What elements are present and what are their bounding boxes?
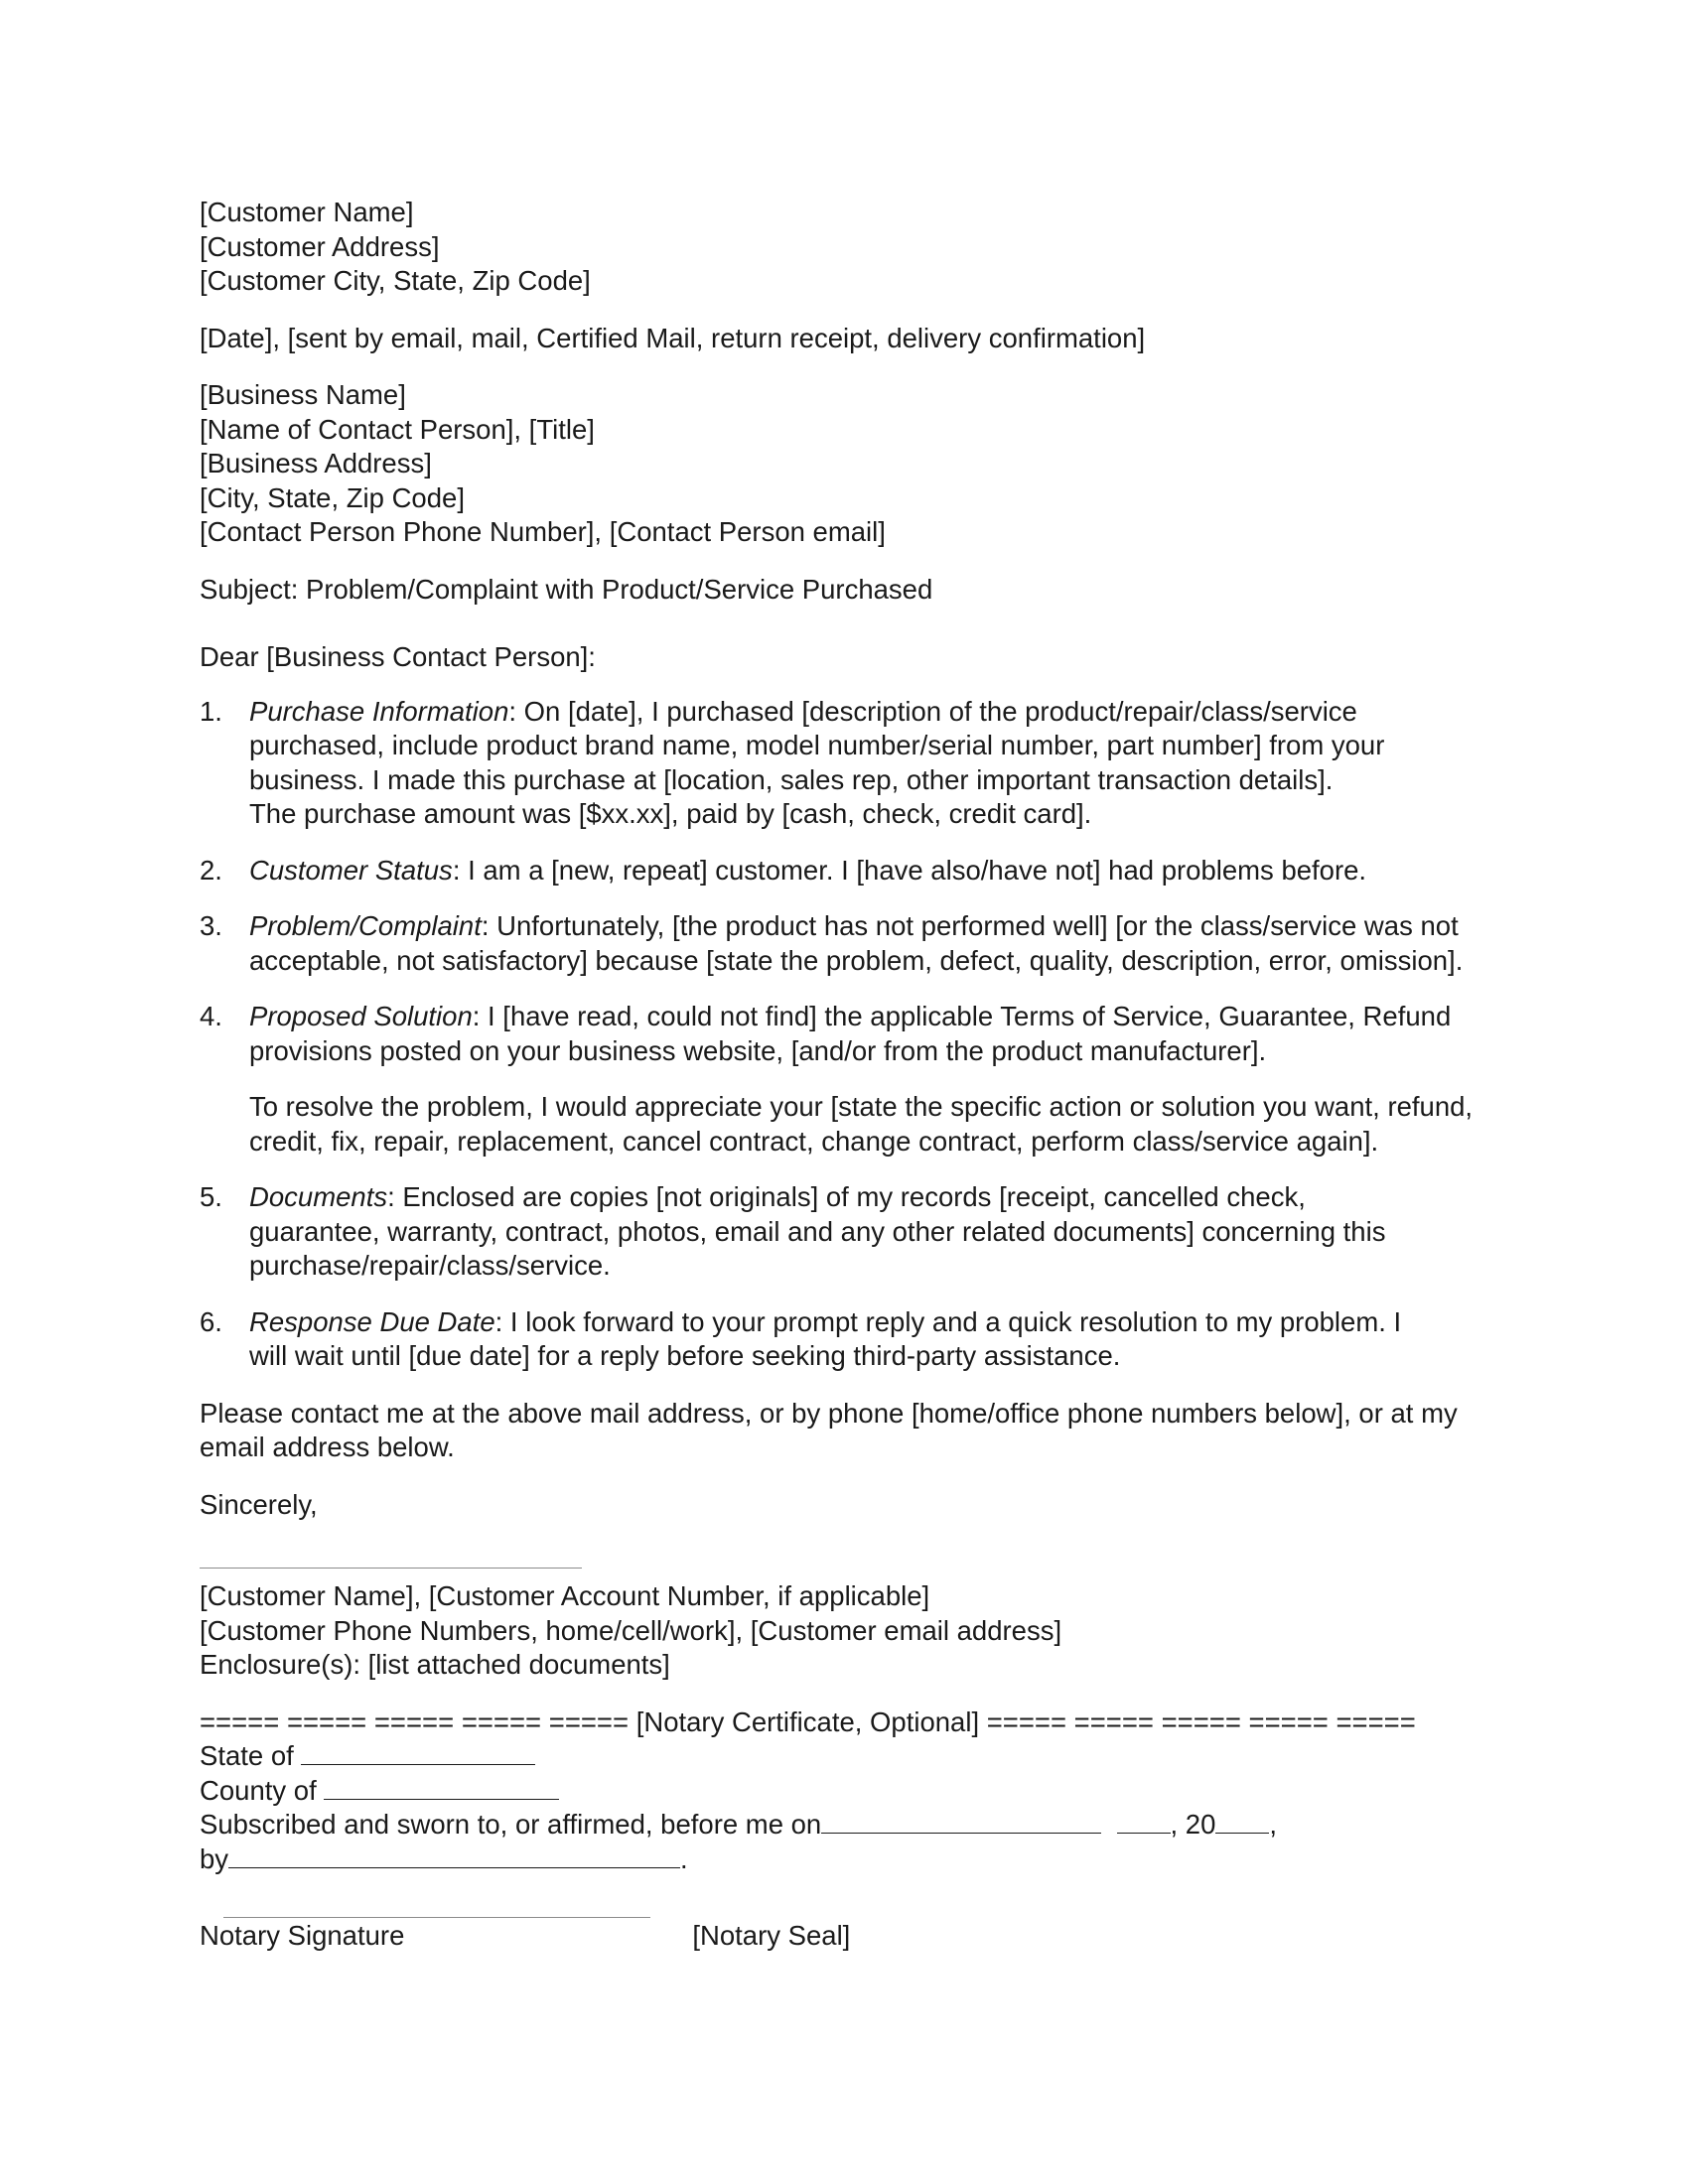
date-blank-field	[821, 1809, 1101, 1834]
by-blank-field	[228, 1843, 680, 1868]
item-text: will wait until [due date] for a reply before seeking third-party assistance.	[249, 1340, 1121, 1371]
list-item	[200, 1180, 1490, 1284]
notary-sworn-row	[200, 1808, 1490, 1843]
item-text: acceptable, not satisfactory] because [state the problem, defect, quality, description, error, omission].	[249, 944, 1464, 976]
list-item	[200, 1305, 1490, 1374]
notary-county-label: County of	[200, 1774, 325, 1806]
list-item	[200, 854, 1490, 888]
item-text: purchased, include product brand name, model number/serial number, part number] from your	[249, 730, 1385, 760]
notary-by-label: by	[200, 1843, 229, 1874]
business-address: [Business Address]	[200, 448, 432, 478]
notary-divider: ===== ===== ===== ===== ===== [Notary Certificate, Optional] ===== ===== ===== ===== =====	[200, 1706, 1416, 1737]
item-number: 5.	[200, 1181, 222, 1212]
item-number: 3.	[200, 910, 222, 941]
contact-text: email address below.	[200, 1432, 455, 1462]
item-sub-text: To resolve the problem, I would appreciate your [state the specific action or solution you want, refund,	[249, 1091, 1474, 1122]
list-item	[200, 1000, 1490, 1159]
salutation-text: Dear [Business Contact Person]:	[200, 641, 596, 672]
notary-seal-label: [Notary Seal]	[692, 1920, 851, 1951]
item-text: : On [date], I purchased [description of the product/repair/class/service	[508, 695, 1357, 727]
date-line	[200, 322, 1490, 356]
business-block	[200, 378, 1490, 550]
contact-text: Please contact me at the above mail address, or by phone [home/office phone numbers below], or at my	[200, 1397, 1458, 1429]
item-number: 4.	[200, 1001, 222, 1031]
state-blank-field	[301, 1740, 535, 1765]
complaint-items-list	[200, 695, 1490, 1374]
notary-year-suffix: ,	[1269, 1809, 1278, 1840]
item-title: Response Due Date	[249, 1305, 495, 1337]
customer-header	[200, 196, 1490, 299]
business-city-state-zip: [City, State, Zip Code]	[200, 481, 465, 513]
item-title: Customer Status	[249, 854, 453, 886]
date-text: [Date], [sent by email, mail, Certified Mail, return receipt, delivery confirmation]	[200, 322, 1146, 353]
item-text: purchase/repair/class/service.	[249, 1250, 611, 1281]
customer-address: [Customer Address]	[200, 230, 440, 262]
business-name: [Business Name]	[200, 379, 406, 410]
notary-year-prefix: , 20	[1170, 1809, 1216, 1840]
notary-state-row	[200, 1739, 1490, 1774]
contact-phone-email: [Contact Person Phone Number], [Contact Person email]	[200, 516, 886, 547]
notary-state-label: State of	[200, 1740, 302, 1771]
signature-block	[200, 1579, 1490, 1683]
subject-line	[200, 573, 1490, 608]
customer-name: [Customer Name]	[200, 197, 414, 227]
enclosures: Enclosure(s): [list attached documents]	[200, 1649, 670, 1680]
customer-signature-line	[200, 1568, 582, 1569]
list-item	[200, 695, 1490, 832]
signature-name-account: [Customer Name], [Customer Account Number, if applicable]	[200, 1580, 930, 1611]
closing-text: Sincerely,	[200, 1488, 318, 1520]
contact-paragraph	[200, 1397, 1490, 1465]
item-number: 6.	[200, 1305, 222, 1337]
item-number: 1.	[200, 695, 222, 727]
customer-city-state-zip: [Customer City, State, Zip Code]	[200, 265, 591, 296]
item-text: guarantee, warranty, contract, photos, email and any other related documents] concerning this	[249, 1215, 1386, 1247]
closing	[200, 1488, 1490, 1523]
notary-sworn-label: Subscribed and sworn to, or affirmed, before me on	[200, 1809, 822, 1840]
item-text: : Enclosed are copies [not originals] of my records [receipt, cancelled check,	[387, 1181, 1306, 1212]
item-title: Problem/Complaint	[249, 910, 482, 941]
subject-text: Subject: Problem/Complaint with Product/Service Purchased	[200, 573, 933, 605]
contact-person-title: [Name of Contact Person], [Title]	[200, 413, 595, 445]
item-text: : Unfortunately, [the product has not performed well] [or the class/service was not	[481, 910, 1459, 941]
notary-county-row	[200, 1774, 1490, 1809]
item-text: : I look forward to your prompt reply and a quick resolution to my problem. I	[494, 1305, 1402, 1337]
item-text: : I am a [new, repeat] customer. I [have also/have not] had problems before.	[452, 854, 1367, 886]
county-blank-field	[324, 1775, 559, 1800]
item-sub-paragraph	[249, 1090, 1490, 1159]
item-title: Proposed Solution	[249, 1001, 473, 1031]
item-number: 2.	[200, 854, 222, 886]
item-title: Documents	[249, 1181, 388, 1212]
notary-by-row	[200, 1843, 1490, 1877]
notary-certificate	[200, 1706, 1490, 1877]
year-blank-field	[1215, 1809, 1269, 1834]
salutation	[200, 640, 1490, 675]
item-text: The purchase amount was [$xx.xx], paid by [cash, check, credit card].	[249, 798, 1092, 829]
signature-phone-email: [Customer Phone Numbers, home/cell/work], [Customer email address]	[200, 1614, 1062, 1646]
item-text: provisions posted on your business website, [and/or from the product manufacturer].	[249, 1034, 1267, 1066]
item-title: Purchase Information	[249, 695, 509, 727]
item-text: business. I made this purchase at [location, sales rep, other important transaction details].	[249, 763, 1334, 795]
notary-signature-label: Notary Signature	[200, 1920, 405, 1951]
letter-page	[200, 196, 1490, 1954]
day-blank-field	[1117, 1809, 1171, 1834]
list-item	[200, 909, 1490, 978]
notary-signature-row	[200, 1919, 1490, 1954]
item-sub-text: credit, fix, repair, replacement, cancel contract, change contract, perform class/service again].	[249, 1125, 1379, 1157]
item-text: : I [have read, could not find] the applicable Terms of Service, Guarantee, Refund	[472, 1001, 1452, 1031]
notary-signature-line	[223, 1917, 650, 1918]
notary-by-suffix: .	[680, 1843, 688, 1874]
